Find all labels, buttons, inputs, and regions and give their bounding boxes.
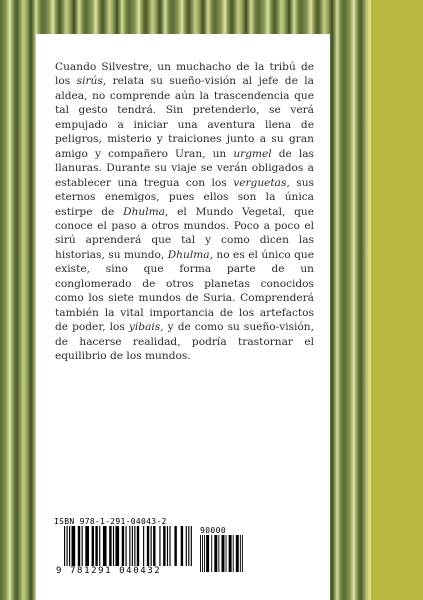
ean-digits: 9 781291 040432 [56,566,162,576]
barcode-bar [109,526,111,566]
price-code: 90000 [200,526,227,535]
barcode-bar [200,535,201,572]
barcode-bar [125,526,126,566]
barcode-bar [122,526,124,566]
barcode-bar [206,535,209,572]
blurb-text-4: , sus eternos enemigos, pues ellos son la única estirpe de [55,176,314,218]
barcode-bar [147,526,149,566]
blurb-italic-sirus: sirús [76,75,103,88]
barcode-bar [92,526,94,566]
barcode-bar [134,526,135,566]
barcode-bar [72,526,76,566]
barcode-bar [233,535,234,572]
barcode-bar [202,535,203,572]
blurb-italic-yibais: yibais, [128,321,164,334]
barcode-bar [169,526,170,566]
book-spine [368,0,423,600]
barcode-bar [242,535,243,572]
barcode-bar [82,526,83,566]
blurb-text-3: de las llanuras. Durante su viaje se verán obligados a establecer una tregua con los [55,147,314,189]
addon-barcode-bars [200,535,244,572]
barcode-bar [214,535,217,572]
barcode-bar [67,526,68,566]
barcode-bar [186,526,187,566]
barcode-bar [191,526,192,566]
blurb-text-5: , el Mundo Vegetal, que conoce el paso a otros mundos. Poco a poco el sirú aprenderá que tal y como dicen las historias, su mundo, [55,205,314,261]
barcode-bar [236,535,239,572]
barcode-bar [163,526,165,566]
blurb-text-1: Cuando Silvestre, un muchacho de la tribú de los [55,61,314,88]
barcode-bar [64,526,65,566]
barcode-bar [181,526,183,566]
back-cover-blurb [55,60,314,364]
barcode-bar [240,535,241,572]
barcode-bar [229,535,232,572]
barcode-bar [132,526,133,566]
spine-edge [368,0,370,600]
barcode-bar [188,526,189,566]
barcode-bar [103,526,107,566]
blurb-text-6: no es el único que existe, sino que forma parte de un conglomerado de otros planetas conocidos como los siete mundos de Suria. Comprenderá también la vital importancia de los artefactos de poder, los [55,248,314,334]
barcode-bar [151,526,152,566]
barcode-bar [137,526,139,566]
barcode-bar [129,526,130,566]
blurb-italic-urgmel: urgmel [233,147,272,160]
barcode-bar [159,526,160,566]
isbn-label: ISBN 978-1-291-04043-2 [54,517,167,526]
barcode-bar [226,535,227,572]
barcode-bar [113,526,114,566]
blurb-text-7: y de como su sueño-visión, de hacerse realidad, podría trastornar el equilibrio de los mundos. [55,321,314,363]
barcode-bar [143,526,144,566]
ean-barcode-bars [64,526,192,566]
barcode-bar [115,526,119,566]
barcode-bar [78,526,80,566]
barcode-bar [174,526,176,566]
blurb-italic-verguetas: verguetas [233,176,287,189]
barcode-bar [218,535,219,572]
barcode-bar [153,526,155,566]
barcode-bar [69,526,70,566]
barcode-bar [95,526,97,566]
barcode-bar [221,535,224,572]
barcode-bar [211,535,212,572]
barcode-bar [204,535,205,572]
barcode-bar [167,526,168,566]
barcode-bar [99,526,100,566]
blurb-italic-dhulma-2: Dhulma, [167,248,213,261]
barcode-bar [85,526,89,566]
blurb-italic-dhulma: Dhulma [123,205,165,218]
blurb-text-2: , relata su sueño-visión al jefe de la aldea, no comprende aún la trascendencia que tal gesto tendrá. Sin pretenderlo, se verá empujado a iniciar una aventura llena de peligros, misterio y traiciones junto a su gran amigo y compañero Uran, un [55,75,314,160]
